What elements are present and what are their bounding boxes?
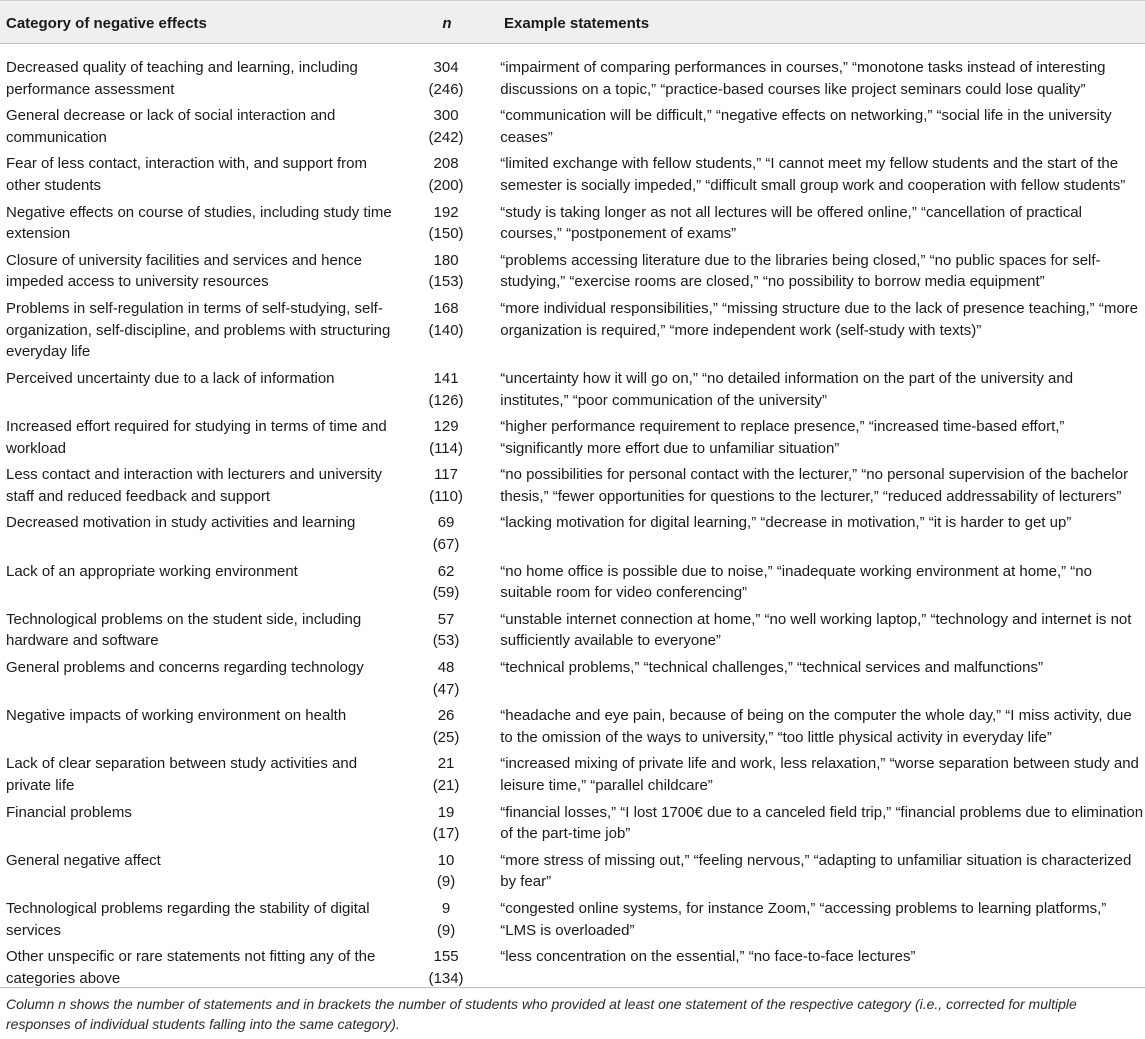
- row-student-count: (200): [428, 177, 464, 195]
- row-student-count: (134): [428, 969, 464, 987]
- table-row: [0, 705, 1145, 753]
- row-count: [409, 153, 483, 201]
- row-category: General problems and concerns regarding technology: [6, 658, 364, 676]
- row-examples: “communication will be difficult,” “negative effects on networking,” “social life in the university ceases”: [500, 107, 1112, 146]
- row-statement-count: 168: [433, 299, 459, 317]
- row-statement-count: 117: [434, 466, 458, 484]
- row-statement-count: 304: [433, 59, 459, 76]
- row-examples: “no possibilities for personal contact with the lecturer,” “no personal supervision of the bachelor thesis,” “fewer opportunities for questions to the lecturer,” “reduced addressability of lecturers”: [500, 466, 1129, 505]
- table-row: [0, 512, 1145, 560]
- row-count: [409, 657, 483, 705]
- row-student-count: (9): [436, 921, 456, 939]
- row-statement-count: 21: [437, 755, 455, 773]
- table-row: [0, 202, 1145, 250]
- row-student-count: (25): [432, 728, 460, 746]
- row-category: Other unspecific or rare statements not fitting any of the categories above: [6, 948, 376, 987]
- row-count: [409, 416, 483, 464]
- row-student-count: (53): [432, 632, 460, 650]
- table-row: [0, 368, 1145, 416]
- row-category: Lack of an appropriate working environment: [6, 562, 298, 580]
- row-count: [409, 705, 483, 753]
- row-student-count: (47): [432, 680, 460, 698]
- row-statement-count: 19: [437, 803, 455, 821]
- row-statement-count: 180: [433, 251, 459, 269]
- row-category: Decreased motivation in study activities and learning: [6, 514, 356, 532]
- row-student-count: (246): [428, 80, 464, 98]
- row-category: Lack of clear separation between study activities and private life: [6, 755, 358, 795]
- row-count: [409, 464, 483, 512]
- row-statement-count: 208: [433, 155, 459, 173]
- header-n: n: [442, 15, 452, 32]
- row-statement-count: 69: [437, 514, 455, 532]
- row-statement-count: 129: [433, 418, 459, 436]
- row-statement-count: 62: [437, 562, 455, 580]
- row-examples: “lacking motivation for digital learning,” “decrease in motivation,” “it is harder to get up”: [500, 514, 1072, 532]
- row-count: [409, 57, 483, 105]
- row-statement-count: 300: [433, 107, 459, 125]
- row-count: [409, 802, 483, 850]
- row-category: Problems in self-regulation in terms of self-studying, self-organization, self-discipline, and problems with structuring everyday life: [6, 299, 391, 361]
- row-category: Less contact and interaction with lecturers and university staff and reduced feedback and support: [6, 466, 383, 505]
- row-count: [409, 753, 483, 801]
- row-count: [409, 202, 483, 250]
- header-examples: Example statements: [504, 15, 650, 32]
- table-row: [0, 57, 1145, 105]
- table-row: [0, 802, 1145, 850]
- row-statement-count: 48: [437, 658, 455, 676]
- table-footnote: Column n shows the number of statements and in brackets the number of students who provided at least one statement of the respective category (i.e., corrected for multiple responses of individual students falling into the same category).: [6, 996, 1077, 1032]
- row-statement-count: 192: [433, 203, 459, 221]
- row-examples: “unstable internet connection at home,” “no well working laptop,” “technology and internet is not sufficiently available to everyone”: [500, 610, 1132, 650]
- row-examples: “less concentration on the essential,” “no face-to-face lectures”: [500, 948, 916, 966]
- row-examples: “financial losses,” “I lost 1700€ due to a canceled field trip,” “financial problems due to elimination of the part-time job”: [500, 803, 1144, 843]
- row-examples: “technical problems,” “technical challenges,” “technical services and malfunctions”: [500, 658, 1043, 676]
- row-category: Financial problems: [6, 803, 132, 821]
- row-examples: “higher performance requirement to replace presence,” “increased time-based effort,” “significantly more effort due to unfamiliar situation”: [500, 418, 1065, 457]
- table-row: [0, 464, 1145, 512]
- row-student-count: (242): [428, 128, 464, 146]
- table-row: [0, 153, 1145, 201]
- row-student-count: (140): [428, 321, 464, 339]
- table-row: [0, 561, 1145, 609]
- table-row: [0, 105, 1145, 153]
- row-examples: “impairment of comparing performances in courses,” “monotone tasks instead of interesting discussions on a topic,” “practice-based courses like project seminars could lose quality”: [500, 59, 1106, 98]
- row-category: Decreased quality of teaching and learning, including performance assessment: [6, 59, 358, 98]
- row-student-count: (17): [432, 825, 460, 843]
- row-category: Fear of less contact, interaction with, and support from other students: [6, 155, 368, 195]
- row-statement-count: 155: [433, 948, 459, 966]
- row-statement-count: 141: [433, 369, 459, 387]
- row-examples: “increased mixing of private life and work, less relaxation,” “worse separation between study and leisure time,” “parallel childcare”: [500, 755, 1139, 795]
- row-category: Technological problems on the student side, including hardware and software: [6, 610, 362, 650]
- row-count: [409, 898, 483, 946]
- row-statement-count: 10: [437, 851, 455, 869]
- row-examples: “more individual responsibilities,” “missing structure due to the lack of presence teaching,” “more organization is required,” “more independent work (self-study with texts)”: [500, 299, 1139, 339]
- row-student-count: (59): [432, 584, 460, 602]
- row-category: Perceived uncertainty due to a lack of information: [6, 369, 335, 387]
- table-row: [0, 250, 1145, 298]
- row-student-count: (153): [428, 273, 464, 291]
- row-category: General decrease or lack of social interaction and communication: [6, 107, 336, 146]
- table-row: [0, 298, 1145, 368]
- row-examples: “no home office is possible due to noise,” “inadequate working environment at home,” “no suitable room for video conferencing”: [500, 562, 1092, 602]
- row-count: [409, 512, 483, 560]
- row-count: [409, 609, 483, 657]
- row-student-count: (126): [428, 391, 464, 409]
- table-row: [0, 753, 1145, 801]
- row-category: Negative effects on course of studies, including study time extension: [6, 203, 392, 243]
- row-examples: “limited exchange with fellow students,” “I cannot meet my fellow students and the start of the semester is socially impeded,” “difficult small group work and cooperation with fellow students”: [500, 155, 1126, 195]
- header-category: Category of negative effects: [6, 15, 207, 32]
- row-examples: “uncertainty how it will go on,” “no detailed information on the part of the university and institutes,” “poor communication of the university”: [500, 369, 1074, 409]
- row-count: [409, 105, 483, 153]
- row-statement-count: 26: [437, 707, 455, 725]
- row-student-count: (9): [436, 873, 456, 891]
- row-category: General negative affect: [6, 851, 161, 869]
- row-count: [409, 298, 483, 368]
- table-row: [0, 898, 1145, 946]
- row-category: Increased effort required for studying in terms of time and workload: [6, 418, 387, 457]
- row-student-count: (21): [432, 777, 460, 795]
- row-examples: “congested online systems, for instance Zoom,” “accessing problems to learning platforms,” “LMS is overloaded”: [500, 899, 1107, 939]
- row-examples: “more stress of missing out,” “feeling nervous,” “adapting to unfamiliar situation is characterized by fear”: [500, 851, 1132, 891]
- row-student-count: (67): [432, 536, 460, 554]
- table-row: [0, 850, 1145, 898]
- row-examples: “problems accessing literature due to the libraries being closed,” “no public spaces for self-studying,” “exercise rooms are closed,” “no possibility to borrow media equipment”: [500, 251, 1101, 291]
- row-statement-count: 57: [437, 610, 455, 628]
- row-examples: “headache and eye pain, because of being on the computer the whole day,” “I miss activity, due to the omission of the ways to university,” “too little physical activity in everyday life”: [500, 707, 1132, 746]
- table-row: [0, 416, 1145, 464]
- table-body: [0, 57, 1145, 994]
- row-count: [409, 850, 483, 898]
- row-student-count: (110): [429, 487, 463, 505]
- row-statement-count: 9: [441, 899, 451, 917]
- row-student-count: (150): [428, 225, 464, 243]
- row-examples: “study is taking longer as not all lectures will be offered online,” “cancellation of practical courses,” “postponement of exams”: [500, 203, 1082, 243]
- row-count: [409, 368, 483, 416]
- row-category: Closure of university facilities and services and hence impeded access to university resources: [6, 251, 363, 291]
- row-count: [409, 561, 483, 609]
- row-category: Negative impacts of working environment on health: [6, 707, 347, 725]
- table-bottom-rule: [0, 987, 1145, 988]
- row-category: Technological problems regarding the stability of digital services: [6, 899, 370, 939]
- row-student-count: (114): [429, 439, 463, 457]
- table-row: [0, 609, 1145, 657]
- row-count: [409, 250, 483, 298]
- table-row: [0, 657, 1145, 705]
- table-header: [0, 0, 1145, 44]
